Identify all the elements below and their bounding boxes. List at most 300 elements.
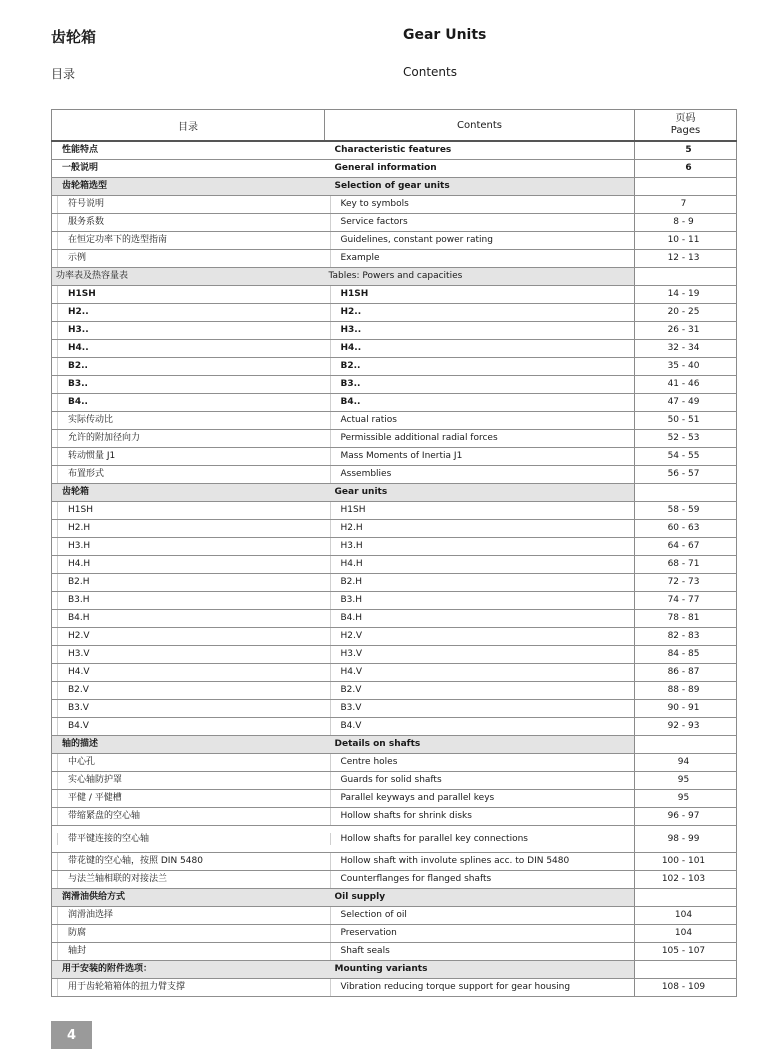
row-title-zh-cell <box>52 502 325 520</box>
row-title-zh-cell <box>52 754 325 772</box>
row-pages-cell <box>635 178 737 196</box>
row-pages-cell <box>635 556 737 574</box>
row-pages-cell <box>635 772 737 790</box>
row-title-zh: H1SH <box>57 502 325 519</box>
row-title-en: Actual ratios <box>330 412 635 429</box>
table-row <box>52 340 737 358</box>
row-title-en: Key to symbols <box>330 196 635 213</box>
row-title-zh: B4.H <box>57 610 325 627</box>
row-title-zh: 示例 <box>57 250 325 267</box>
row-title-zh-cell <box>52 484 325 502</box>
row-title-zh-cell <box>52 610 325 628</box>
column-header-pages-zh: 页码 <box>675 113 696 124</box>
row-title-zh-cell <box>52 286 325 304</box>
row-pages: 52 - 53 <box>667 433 700 443</box>
row-title-en: H1SH <box>330 286 635 303</box>
row-title-zh: B2.H <box>57 574 325 591</box>
row-pages: 90 - 91 <box>667 703 700 713</box>
row-title-en-cell <box>325 178 635 196</box>
row-pages: 50 - 51 <box>667 415 700 425</box>
row-title-zh: 中心孔 <box>57 754 325 771</box>
table-row <box>52 304 737 322</box>
row-title-en: B4.V <box>330 718 635 735</box>
row-title-en-cell <box>325 394 635 412</box>
row-title-en: B3.V <box>330 700 635 717</box>
row-pages-cell <box>635 141 737 160</box>
row-title-zh: 防腐 <box>57 925 325 942</box>
row-pages: 5 <box>685 145 692 155</box>
row-title-zh-cell <box>52 412 325 430</box>
row-title-zh-cell <box>52 520 325 538</box>
row-title-zh: 带缩紧盘的空心轴 <box>57 808 325 825</box>
row-title-zh-cell <box>52 160 325 178</box>
row-pages: 47 - 49 <box>667 397 700 407</box>
table-row <box>52 574 737 592</box>
row-title-zh: B3.V <box>57 700 325 717</box>
row-title-zh-cell <box>52 925 325 943</box>
row-title-zh: B2.. <box>57 358 325 375</box>
row-title-en-cell <box>325 340 635 358</box>
row-title-en-cell <box>325 466 635 484</box>
row-pages-cell <box>635 322 737 340</box>
row-title-zh-cell <box>52 430 325 448</box>
row-title-en-cell <box>325 889 635 907</box>
row-title-zh-cell <box>52 322 325 340</box>
table-row <box>52 466 737 484</box>
document-title-zh: 齿轮箱 <box>51 28 97 46</box>
row-title-en-cell <box>325 979 635 997</box>
row-title-en: Gear units <box>325 484 635 501</box>
row-title-en: H3.H <box>330 538 635 555</box>
row-title-en-cell <box>325 538 635 556</box>
row-title-zh: 转动惯量 J1 <box>57 448 325 465</box>
row-title-zh: 功率表及热容量表 <box>52 268 325 285</box>
row-title-zh: H3.. <box>57 322 325 339</box>
table-row <box>52 664 737 682</box>
row-pages-cell <box>635 700 737 718</box>
row-title-zh: 用于安装的附件选项： <box>52 961 325 978</box>
row-pages: 7 <box>680 199 687 209</box>
row-title-en-cell <box>325 736 635 754</box>
table-row <box>52 907 737 925</box>
page-number-badge: 4 <box>51 1021 92 1049</box>
row-pages-cell <box>635 979 737 997</box>
row-pages: 56 - 57 <box>667 469 700 479</box>
table-row <box>52 484 737 502</box>
row-pages-cell <box>635 853 737 871</box>
row-pages: 82 - 83 <box>667 631 700 641</box>
row-title-en: Hollow shaft with involute splines acc. to DIN 5480 <box>330 853 635 870</box>
row-pages-cell <box>635 340 737 358</box>
row-pages: 6 <box>685 163 692 173</box>
row-title-en-cell <box>325 250 635 268</box>
column-header-en: Contents <box>325 110 635 142</box>
row-title-en: H1SH <box>330 502 635 519</box>
row-title-en: H3.. <box>330 322 635 339</box>
row-title-en-cell <box>325 574 635 592</box>
row-title-en-cell <box>325 556 635 574</box>
column-header-pages-en: Pages <box>670 125 701 136</box>
row-title-zh: 一般说明 <box>62 163 99 173</box>
row-title-en: B3.H <box>330 592 635 609</box>
row-title-zh: 实心轴防护罩 <box>57 772 325 789</box>
row-title-en: B4.. <box>330 394 635 411</box>
row-title-zh-cell <box>52 628 325 646</box>
row-title-en-cell <box>325 502 635 520</box>
row-title-zh: 用于齿轮箱箱体的扭力臂支撑 <box>57 979 325 996</box>
row-title-en: Characteristic features <box>334 145 452 155</box>
row-pages-cell <box>635 907 737 925</box>
row-pages-cell <box>635 214 737 232</box>
table-row <box>52 871 737 889</box>
row-title-zh: 布置形式 <box>57 466 325 483</box>
row-pages: 14 - 19 <box>667 289 700 299</box>
row-pages-cell <box>635 664 737 682</box>
row-pages-cell <box>635 412 737 430</box>
row-title-zh: 允许的附加径向力 <box>57 430 325 447</box>
row-title-zh-cell <box>52 232 325 250</box>
row-title-en-cell <box>325 304 635 322</box>
row-pages-cell <box>635 304 737 322</box>
row-title-en-cell <box>325 268 635 286</box>
row-pages-cell <box>635 394 737 412</box>
table-row <box>52 214 737 232</box>
row-pages: 92 - 93 <box>667 721 700 731</box>
table-row <box>52 430 737 448</box>
row-pages-cell <box>635 268 737 286</box>
row-title-zh-cell <box>52 871 325 889</box>
row-pages: 68 - 71 <box>667 559 700 569</box>
row-pages: 78 - 81 <box>667 613 700 623</box>
row-pages-cell <box>635 376 737 394</box>
row-title-en: H3.V <box>330 646 635 663</box>
row-pages: 102 - 103 <box>661 874 706 884</box>
row-title-zh-cell <box>52 178 325 196</box>
row-title-en-cell <box>325 961 635 979</box>
row-pages-cell <box>635 826 737 853</box>
row-title-zh: 润滑油供给方式 <box>52 889 325 906</box>
column-header-pages <box>635 110 737 142</box>
row-pages-cell <box>635 250 737 268</box>
row-pages-cell <box>635 961 737 979</box>
row-pages: 60 - 63 <box>667 523 700 533</box>
row-title-zh-cell <box>52 214 325 232</box>
document-subtitle-en: Contents <box>403 65 457 79</box>
table-row <box>52 808 737 826</box>
row-pages: 95 <box>677 793 690 803</box>
row-pages-cell <box>635 484 737 502</box>
row-pages-cell <box>635 592 737 610</box>
row-pages-cell <box>635 871 737 889</box>
row-title-en-cell <box>325 646 635 664</box>
row-title-en: Selection of gear units <box>325 178 635 195</box>
row-title-en-cell <box>325 232 635 250</box>
row-title-zh-cell <box>52 250 325 268</box>
row-title-zh-cell <box>52 556 325 574</box>
row-pages: 26 - 31 <box>667 325 700 335</box>
row-pages-cell <box>635 160 737 178</box>
row-title-en-cell <box>325 853 635 871</box>
row-pages: 72 - 73 <box>667 577 700 587</box>
row-pages-cell <box>635 808 737 826</box>
row-pages: 94 <box>677 757 690 767</box>
row-title-en-cell <box>325 754 635 772</box>
row-title-zh-cell <box>52 826 325 853</box>
table-row <box>52 394 737 412</box>
contents-table <box>51 109 737 997</box>
row-title-en-cell <box>325 943 635 961</box>
table-row <box>52 160 737 178</box>
row-title-zh-cell <box>52 358 325 376</box>
table-row <box>52 736 737 754</box>
row-pages: 58 - 59 <box>667 505 700 515</box>
row-title-zh-cell <box>52 808 325 826</box>
row-title-zh-cell <box>52 394 325 412</box>
row-title-zh-cell <box>52 196 325 214</box>
row-pages-cell <box>635 682 737 700</box>
row-title-en: Preservation <box>330 925 635 942</box>
row-title-zh: H1SH <box>57 286 325 303</box>
row-title-zh: H4.. <box>57 340 325 357</box>
table-row <box>52 754 737 772</box>
row-title-en: Shaft seals <box>330 943 635 960</box>
table-row <box>52 520 737 538</box>
row-title-en-cell <box>325 196 635 214</box>
row-pages-cell <box>635 466 737 484</box>
row-pages-cell <box>635 286 737 304</box>
row-pages-cell <box>635 430 737 448</box>
row-title-zh-cell <box>52 700 325 718</box>
row-title-zh: 润滑油选择 <box>57 907 325 924</box>
row-title-en-cell <box>325 664 635 682</box>
table-row <box>52 448 737 466</box>
row-pages: 108 - 109 <box>661 982 706 992</box>
table-row <box>52 592 737 610</box>
row-title-en-cell <box>325 322 635 340</box>
table-row <box>52 628 737 646</box>
row-pages: 10 - 11 <box>667 235 700 245</box>
row-pages: 105 - 107 <box>661 946 706 956</box>
row-title-zh: B3.. <box>57 376 325 393</box>
row-pages: 64 - 67 <box>667 541 700 551</box>
table-row <box>52 610 737 628</box>
row-title-zh: 性能特点 <box>62 145 99 155</box>
table-row <box>52 538 737 556</box>
row-title-zh: 平健 / 平健槽 <box>57 790 325 807</box>
row-pages: 8 - 9 <box>673 217 694 227</box>
row-title-zh-cell <box>52 376 325 394</box>
row-title-en-cell <box>325 520 635 538</box>
row-title-en: Service factors <box>330 214 635 231</box>
row-pages: 100 - 101 <box>661 856 706 866</box>
row-title-en: Parallel keyways and parallel keys <box>330 790 635 807</box>
row-pages: 20 - 25 <box>667 307 700 317</box>
row-pages-cell <box>635 718 737 736</box>
row-title-en-cell <box>325 790 635 808</box>
document-subtitle-zh: 目录 <box>51 67 76 81</box>
table-row <box>52 772 737 790</box>
row-pages-cell <box>635 358 737 376</box>
row-title-zh: B3.H <box>57 592 325 609</box>
row-title-en-cell <box>325 214 635 232</box>
row-pages-cell <box>635 754 737 772</box>
document-title-en: Gear Units <box>403 27 487 43</box>
row-title-en-cell <box>325 907 635 925</box>
row-title-en: Hollow shafts for shrink disks <box>330 808 635 825</box>
row-title-en-cell <box>325 610 635 628</box>
row-title-zh-cell <box>52 268 325 286</box>
row-title-en: Details on shafts <box>325 736 635 753</box>
row-pages-cell <box>635 448 737 466</box>
table-header-row <box>52 110 737 142</box>
row-title-zh-cell <box>52 592 325 610</box>
table-row <box>52 718 737 736</box>
row-pages: 98 - 99 <box>667 834 700 844</box>
row-title-en-cell <box>325 412 635 430</box>
row-title-en-cell <box>325 700 635 718</box>
table-row <box>52 250 737 268</box>
row-title-en: Oil supply <box>325 889 635 906</box>
row-pages-cell <box>635 538 737 556</box>
row-title-zh-cell <box>52 664 325 682</box>
row-title-zh: 带花键的空心轴，按照 DIN 5480 <box>57 853 325 870</box>
row-pages-cell <box>635 502 737 520</box>
row-title-zh: 齿轮箱选型 <box>52 178 325 195</box>
row-title-en: H2.V <box>330 628 635 645</box>
row-pages: 32 - 34 <box>667 343 700 353</box>
row-title-en-cell <box>325 430 635 448</box>
row-title-en-cell <box>325 628 635 646</box>
table-row <box>52 232 737 250</box>
table-row <box>52 358 737 376</box>
row-title-zh: 与法兰轴相联的对接法兰 <box>57 871 325 888</box>
row-title-zh: B4.. <box>57 394 325 411</box>
row-title-zh: 实际传动比 <box>57 412 325 429</box>
row-title-zh: B2.V <box>57 682 325 699</box>
row-pages-cell <box>635 736 737 754</box>
row-title-en: Assemblies <box>330 466 635 483</box>
row-title-zh-cell <box>52 466 325 484</box>
row-title-zh: H2.. <box>57 304 325 321</box>
row-title-zh: B4.V <box>57 718 325 735</box>
row-title-en-cell <box>325 808 635 826</box>
row-title-en: Guidelines, constant power rating <box>330 232 635 249</box>
row-title-en-cell <box>325 286 635 304</box>
row-pages: 86 - 87 <box>667 667 700 677</box>
row-title-en-cell <box>325 871 635 889</box>
row-title-en: H4.V <box>330 664 635 681</box>
row-title-en-cell <box>325 141 635 160</box>
row-title-zh: 齿轮箱 <box>52 484 325 501</box>
row-title-zh: H2.H <box>57 520 325 537</box>
row-title-en: General information <box>334 163 437 173</box>
row-title-en-cell <box>325 592 635 610</box>
row-title-zh-cell <box>52 853 325 871</box>
table-row <box>52 412 737 430</box>
table-row <box>52 196 737 214</box>
row-pages: 84 - 85 <box>667 649 700 659</box>
row-title-zh-cell <box>52 790 325 808</box>
row-pages-cell <box>635 610 737 628</box>
table-row <box>52 502 737 520</box>
row-title-zh-cell <box>52 682 325 700</box>
row-pages: 12 - 13 <box>667 253 700 263</box>
row-title-zh-cell <box>52 304 325 322</box>
row-title-en-cell <box>325 925 635 943</box>
row-title-en-cell <box>325 484 635 502</box>
row-title-zh-cell <box>52 961 325 979</box>
row-title-zh-cell <box>52 141 325 160</box>
row-title-en: B3.. <box>330 376 635 393</box>
row-title-en-cell <box>325 376 635 394</box>
row-pages-cell <box>635 232 737 250</box>
row-title-zh: H3.V <box>57 646 325 663</box>
table-row <box>52 853 737 871</box>
row-title-zh: 在恒定功率下的选型指南 <box>57 232 325 249</box>
row-title-en: Centre holes <box>330 754 635 771</box>
row-pages-cell <box>635 628 737 646</box>
row-title-en: Mass Moments of Inertia J1 <box>330 448 635 465</box>
row-title-zh-cell <box>52 889 325 907</box>
column-header-zh: 目录 <box>52 110 325 142</box>
row-title-zh: H4.H <box>57 556 325 573</box>
row-title-en: Guards for solid shafts <box>330 772 635 789</box>
row-title-en-cell <box>325 772 635 790</box>
row-title-en-cell <box>325 358 635 376</box>
row-title-zh-cell <box>52 979 325 997</box>
row-title-zh: H2.V <box>57 628 325 645</box>
row-title-zh-cell <box>52 943 325 961</box>
row-pages-cell <box>635 790 737 808</box>
row-pages-cell <box>635 925 737 943</box>
contents-table-body <box>52 141 737 997</box>
row-title-en-cell <box>325 718 635 736</box>
row-title-zh: 带平键连接的空心轴 <box>57 833 325 845</box>
table-row <box>52 826 737 853</box>
row-title-en: B2.V <box>330 682 635 699</box>
row-title-en: Hollow shafts for parallel key connections <box>330 833 635 845</box>
row-pages: 74 - 77 <box>667 595 700 605</box>
row-pages-cell <box>635 889 737 907</box>
table-row <box>52 943 737 961</box>
row-pages: 104 <box>674 928 693 938</box>
table-row <box>52 556 737 574</box>
table-row <box>52 322 737 340</box>
row-title-zh: 服务系数 <box>57 214 325 231</box>
row-pages: 104 <box>674 910 693 920</box>
table-row <box>52 682 737 700</box>
row-title-en: B4.H <box>330 610 635 627</box>
row-title-en: Tables: Powers and capacities <box>325 268 635 285</box>
row-title-en: Vibration reducing torque support for gear housing <box>330 979 635 996</box>
row-pages-cell <box>635 196 737 214</box>
row-pages: 88 - 89 <box>667 685 700 695</box>
row-title-zh: 轴封 <box>57 943 325 960</box>
table-row <box>52 700 737 718</box>
row-title-zh-cell <box>52 718 325 736</box>
row-pages: 35 - 40 <box>667 361 700 371</box>
row-title-zh: 轴的描述 <box>52 736 325 753</box>
table-row <box>52 268 737 286</box>
table-row <box>52 925 737 943</box>
table-row <box>52 979 737 997</box>
table-row <box>52 178 737 196</box>
row-pages: 54 - 55 <box>667 451 700 461</box>
table-row <box>52 141 737 160</box>
row-title-zh-cell <box>52 574 325 592</box>
row-title-en: H4.. <box>330 340 635 357</box>
row-title-zh-cell <box>52 538 325 556</box>
